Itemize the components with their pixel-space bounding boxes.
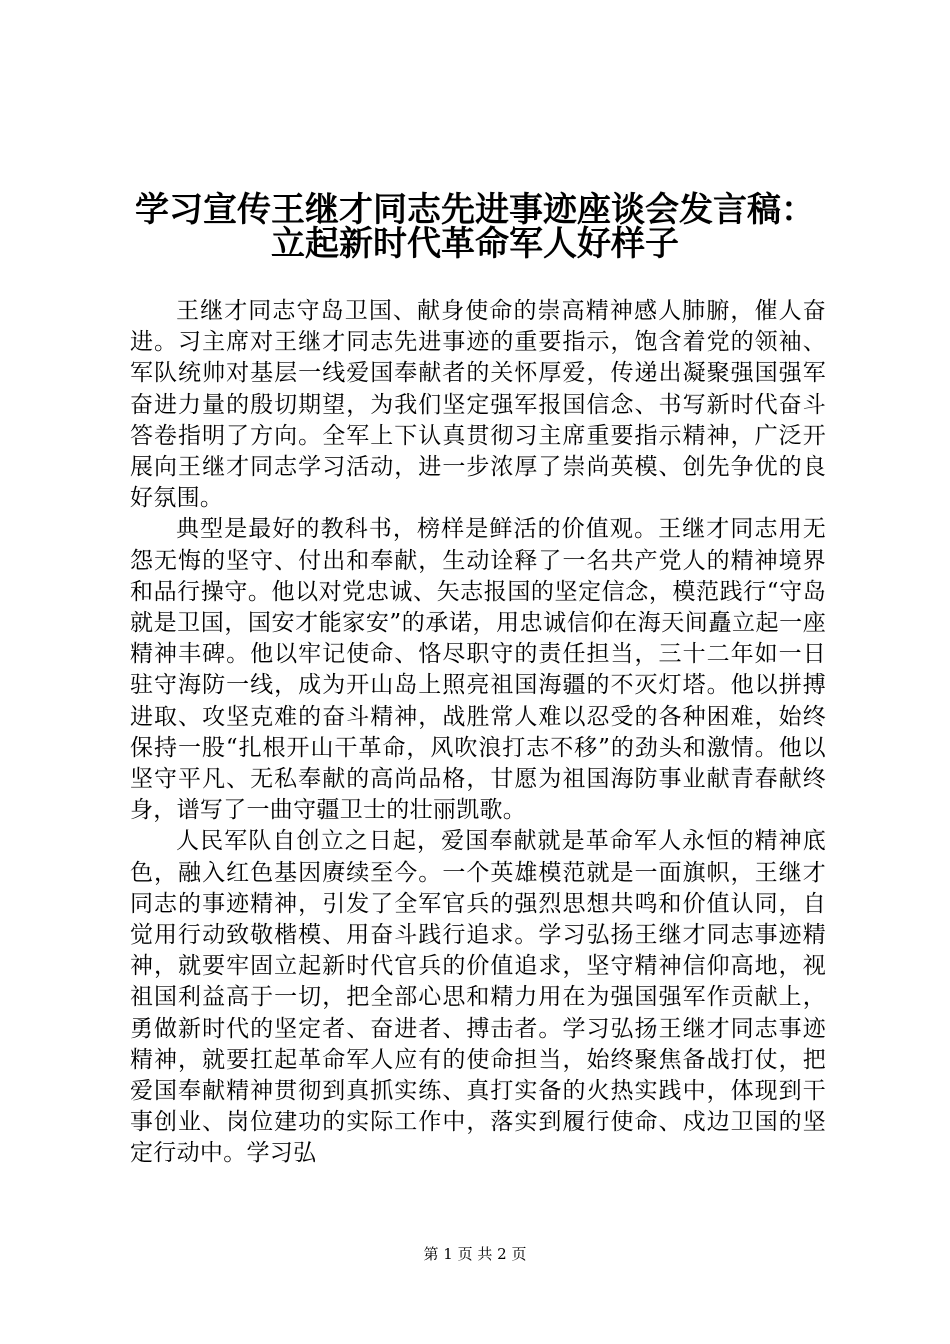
document-title-line-1: 学习宣传王继才同志先进事迹座谈会发言稿： xyxy=(135,190,815,230)
page-number-footer: 第 1 页 共 2 页 xyxy=(423,1245,527,1263)
document-body xyxy=(130,296,826,1170)
paragraph-3: 人民军队自创立之日起，爱国奉献就是革命军人永恒的精神底色，融入红色基因赓续至今。一个英雄模范就是一面旗帜，王继才同志的事迹精神，引发了全军官兵的强烈思想共鸣和价值认同，自觉用行动致敬楷模、用奋斗践行追求。学习弘扬王继才同志事迹精神，就要牢固立起新时代官兵的价值追求，坚守精神信仰高地，视祖国利益高于一切，把全部心思和精力用在为强国强军作贡献上，勇做新时代的坚定者、奋进者、搏击者。学习弘扬王继才同志事迹精神，就要扛起革命军人应有的使命担当，始终聚焦备战打仗，把爱国奉献精神贯彻到真抓实练、真打实备的火热实践中，体现到干事创业、岗位建功的实际工作中，落实到履行使命、戍边卫国的坚定行动中。学习弘 xyxy=(130,828,826,1167)
document-title-line-2: 立起新时代革命军人好样子 xyxy=(271,224,679,264)
paragraph-1: 王继才同志守岛卫国、献身使命的崇高精神感人肺腑，催人奋进。习主席对王继才同志先进事迹的重要指示，饱含着党的领袖、军队统帅对基层一线爱国奉献者的关怀厚爱，传递出凝聚强国强军奋进力量的殷切期望，为我们坚定强军报国信念、书写新时代奋斗答卷指明了方向。全军上下认真贯彻习主席重要指示精神，广泛开展向王继才同志学习活动，进一步浓厚了崇尚英模、创先争优的良好氛围。 xyxy=(130,298,826,512)
paragraph-2: 典型是最好的教科书，榜样是鲜活的价值观。王继才同志用无怨无悔的坚守、付出和奉献，生动诠释了一名共产党人的精神境界和品行操守。他以对党忠诚、矢志报国的坚定信念，模范践行“守岛就是卫国，国安才能家安”的承诺，用忠诚信仰在海天间矗立起一座精神丰碑。他以牢记使命、恪尽职守的责任担当，三十二年如一日驻守海防一线，成为开山岛上照亮祖国海疆的不灭灯塔。他以拼搏进取、攻坚克难的奋斗精神，战胜常人难以忍受的各种困难，始终保持一股“扎根开山干革命，风吹浪打志不移”的劲头和激情。他以坚守平凡、无私奉献的高尚品格，甘愿为祖国海防事业献青春献终身，谱写了一曲守疆卫士的壮丽凯歌。 xyxy=(130,516,826,824)
